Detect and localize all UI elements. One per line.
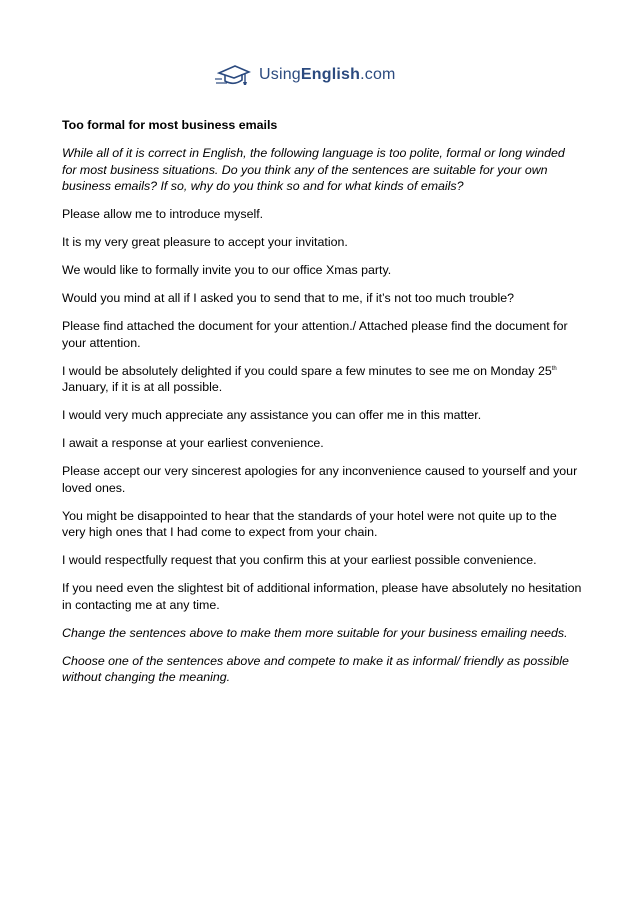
task-instruction-1: Change the sentences above to make them more suitable for your business emailing needs. <box>62 625 568 640</box>
logo-text <box>259 66 396 84</box>
site-logo <box>215 62 396 88</box>
sentence: It is my very great pleasure to accept your invitation. <box>62 235 348 249</box>
intro-paragraph: While all of it is correct in English, the following language is too polite, formal or long winded for most business situations. Do you think any of the sentences are suitable for your own business emails? If so, why do you think so and for what kinds of emails? <box>62 146 565 193</box>
sentence: I would very much appreciate any assistance you can offer me in this matter. <box>62 408 482 422</box>
sentence-monday <box>62 363 582 396</box>
sentence: Please allow me to introduce myself. <box>62 207 264 221</box>
task-instruction-2: Choose one of the sentences above and compete to make it as informal/ friendly as possible without changing the meaning. <box>62 653 569 684</box>
sentence: I would respectfully request that you confirm this at your earliest possible convenience. <box>62 553 537 567</box>
sentence: I await a response at your earliest convenience. <box>62 436 324 450</box>
logo-text-prefix: Using <box>259 66 301 83</box>
sentence: If you need even the slightest bit of additional information, please have absolutely no hesitation in contacting me at any time. <box>62 581 582 612</box>
ordinal-suffix: th <box>551 365 557 372</box>
graduation-cap-icon <box>215 63 251 87</box>
sentence-monday-before: I would be absolutely delighted if you could spare a few minutes to see me on Monday 25 <box>62 363 552 378</box>
sentence: We would like to formally invite you to our office Xmas party. <box>62 263 392 277</box>
sentence: Please find attached the document for your attention./ Attached please find the document for your attention. <box>62 319 568 350</box>
document-body <box>62 117 582 697</box>
logo-text-suffix: .com <box>360 66 396 83</box>
document-title: Too formal for most business emails <box>62 118 278 132</box>
sentence: You might be disappointed to hear that the standards of your hotel were not quite up to the very high ones that I had come to expect from your chain. <box>62 508 557 539</box>
sentence-monday-after: January, if it is at all possible. <box>62 380 223 394</box>
sentence: Would you mind at all if I asked you to send that to me, if it’s not too much trouble? <box>62 291 515 305</box>
sentence: Please accept our very sincerest apologies for any inconvenience caused to yourself and your loved ones. <box>62 464 578 495</box>
logo-text-bold: English <box>300 66 361 83</box>
